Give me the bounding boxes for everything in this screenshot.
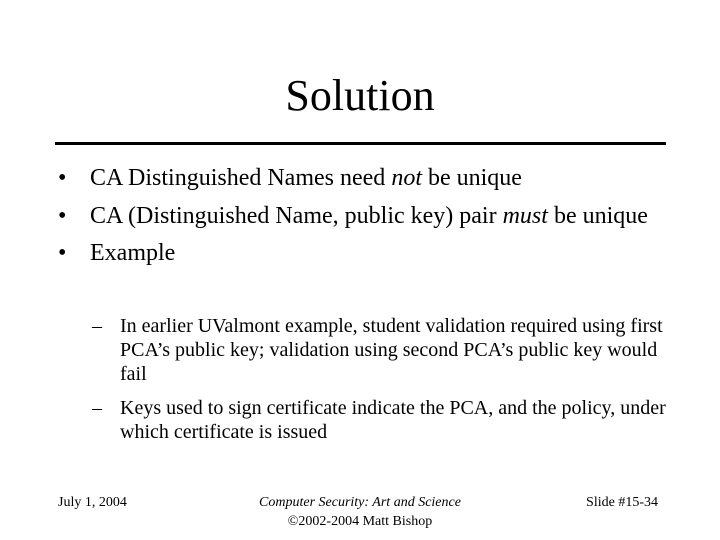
- slide-title: Solution: [285, 71, 435, 120]
- title-divider: [55, 142, 666, 145]
- bullet-item: [58, 239, 678, 268]
- footer-copyright: ©2002-2004 Matt Bishop: [287, 514, 433, 529]
- sub-bullet-marker: –: [92, 397, 102, 420]
- bullet-marker: •: [58, 165, 67, 191]
- footer-slide-number: Slide #15-34: [586, 495, 658, 510]
- sub-bullet-item: [92, 397, 672, 445]
- bullet-emphasis: must: [502, 202, 548, 229]
- sub-bullet-text: In earlier UValmont example, student validation required using first PCA’s public key; validation using second PCA’s public key would fail: [120, 315, 663, 385]
- bullet-item: [58, 164, 678, 193]
- bullet-item: [58, 202, 678, 231]
- sub-bullet-item: [92, 315, 672, 386]
- footer-book-title: Computer Security: Art and Science: [259, 495, 461, 510]
- sub-bullet-text: Keys used to sign certificate indicate the PCA, and the policy, under which certificate is issued: [120, 397, 666, 444]
- sub-bullet-marker: –: [92, 315, 102, 337]
- footer-date: July 1, 2004: [58, 495, 127, 510]
- bullet-marker: •: [58, 202, 67, 229]
- bullet-emphasis: not: [391, 165, 422, 191]
- bullet-text: be unique: [547, 202, 648, 229]
- bullet-marker: •: [58, 240, 67, 266]
- footer-center: [210, 493, 510, 531]
- bullet-text: CA Distinguished Names need: [90, 165, 392, 191]
- bullet-list: [58, 164, 678, 277]
- bullet-text: Example: [90, 240, 176, 266]
- sub-bullet-list: [92, 315, 672, 456]
- bullet-text: CA (Distinguished Name, public key) pair: [90, 202, 503, 229]
- bullet-text: be unique: [421, 165, 522, 191]
